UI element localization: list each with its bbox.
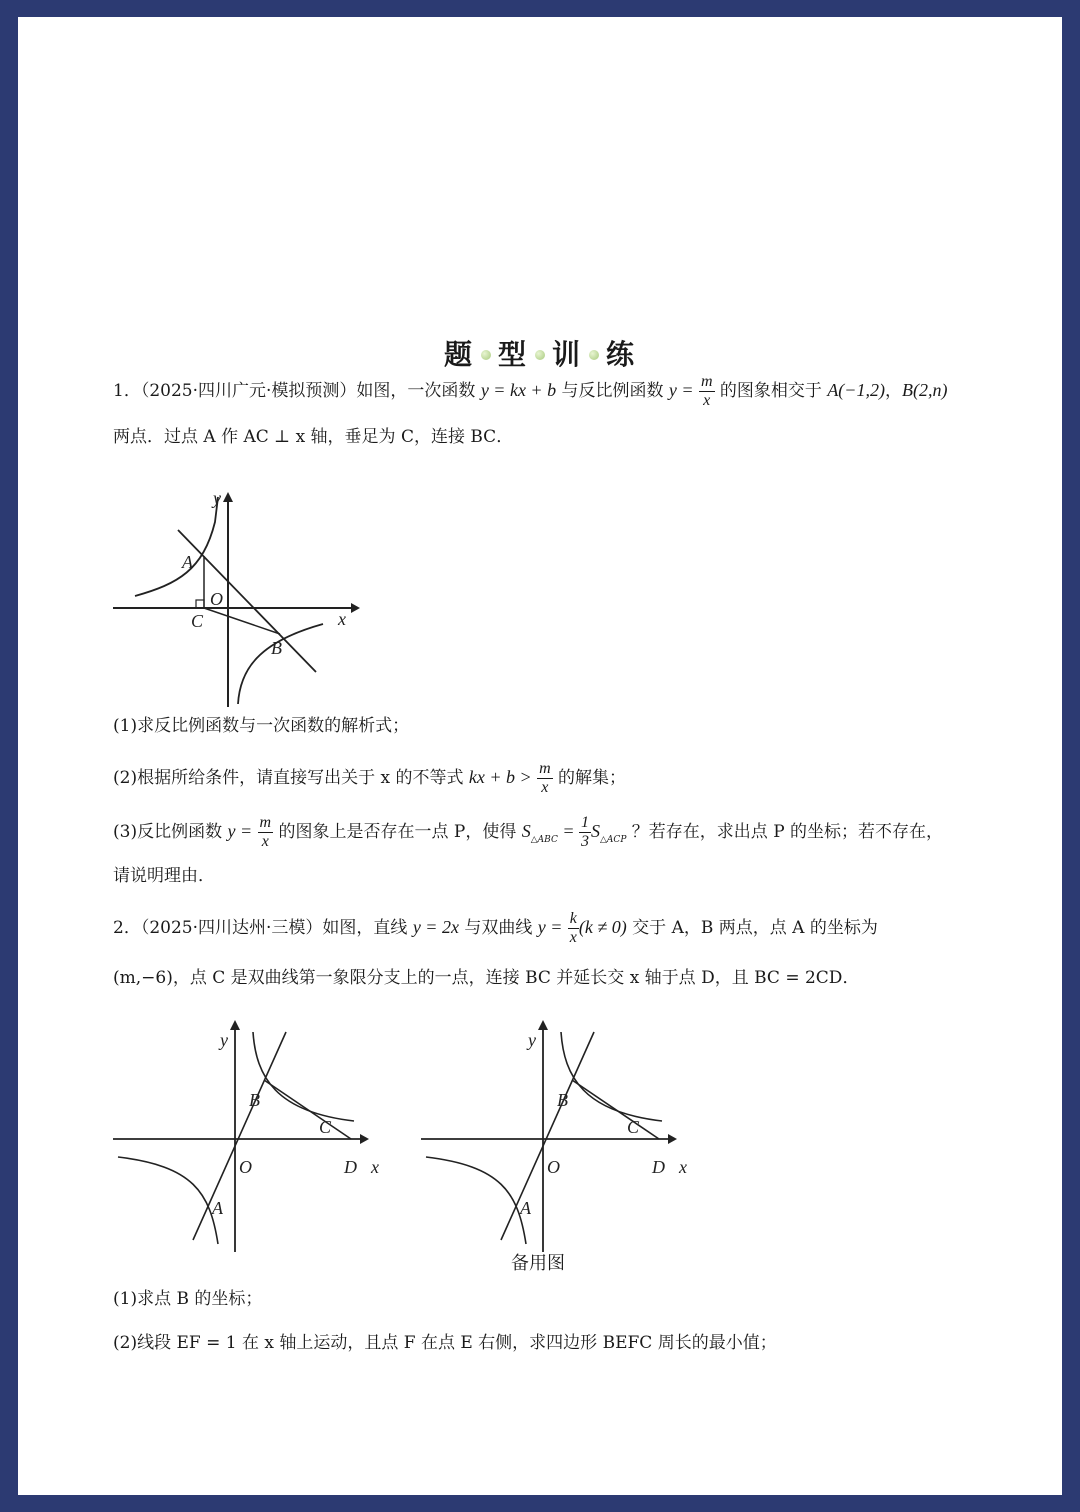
q1-frac-den: x bbox=[703, 392, 711, 409]
segment-bc bbox=[204, 608, 280, 634]
q2-text-b: 与双曲线 bbox=[464, 918, 533, 938]
q1-text-b: 与反比例函数 bbox=[561, 381, 664, 401]
q1-point-a: A(−1,2) bbox=[827, 380, 885, 400]
q1-line1 bbox=[113, 373, 982, 410]
label-o: O bbox=[210, 589, 223, 609]
q1-source: （2025·四川广元·模拟预测） bbox=[140, 381, 357, 401]
label-d: D bbox=[344, 1157, 357, 1177]
right-angle-mark bbox=[196, 600, 204, 608]
label-c: C bbox=[191, 611, 204, 631]
frac-num: m bbox=[539, 760, 551, 777]
title-char: 练 bbox=[606, 338, 637, 371]
q1-sub3-b: 的图象上是否存在一点 P，使得 bbox=[278, 822, 517, 842]
q1-sub3-c: ？若存在，求出点 P 的坐标；若不存在， bbox=[631, 822, 944, 842]
segment-bd bbox=[264, 1080, 351, 1139]
q1-sub2-eq: kx + b > bbox=[468, 767, 532, 787]
label-x: x bbox=[679, 1157, 687, 1177]
label-b: B bbox=[249, 1090, 260, 1110]
q1-sub3-y: y = bbox=[227, 821, 253, 841]
x-arrow-icon bbox=[668, 1134, 677, 1144]
q2-line1 bbox=[113, 910, 982, 947]
label-c: C bbox=[627, 1117, 640, 1137]
label-b: B bbox=[271, 638, 282, 658]
line-y-2x bbox=[501, 1032, 594, 1240]
label-o: O bbox=[239, 1157, 252, 1177]
y-arrow-icon bbox=[538, 1020, 548, 1030]
q2-backup-figure bbox=[416, 1012, 696, 1257]
s-acp-sub: △ACP bbox=[600, 835, 627, 845]
q2-fraction bbox=[568, 910, 579, 947]
hyperbola-branch-2nd bbox=[135, 497, 218, 596]
label-o: O bbox=[547, 1157, 560, 1177]
s-abc-sub: △ABC bbox=[530, 835, 558, 845]
q1-text-a: 如图，一次函数 bbox=[356, 381, 476, 401]
q1-sub2-a: (2)根据所给条件，请直接写出关于 x 的不等式 bbox=[113, 768, 464, 788]
q1-sub1: (1)求反比例函数与一次函数的解析式； bbox=[113, 716, 410, 736]
q1-line2: 两点．过点 A 作 AC ⊥ x 轴，垂足为 C，连接 BC． bbox=[113, 427, 514, 447]
label-b: B bbox=[557, 1090, 568, 1110]
s-acp: S bbox=[591, 821, 601, 841]
title-char: 型 bbox=[497, 338, 528, 371]
y-arrow-icon bbox=[230, 1020, 240, 1030]
worksheet-page bbox=[18, 17, 1062, 1495]
q1-fraction bbox=[699, 373, 715, 410]
line-ab bbox=[178, 530, 316, 672]
q1-text-c: 的图象相交于 bbox=[719, 381, 822, 401]
line-y-2x bbox=[193, 1032, 286, 1240]
label-a: A bbox=[520, 1198, 531, 1218]
q2-y-eq: y = bbox=[537, 917, 563, 937]
q2-number: 2． bbox=[113, 918, 141, 938]
q2-condition: (k ≠ 0) bbox=[578, 917, 627, 937]
third-num: 1 bbox=[581, 814, 590, 831]
q1-frac-num: m bbox=[700, 373, 713, 390]
q1-number: 1． bbox=[113, 381, 141, 401]
label-y: y bbox=[528, 1030, 536, 1050]
title-char: 题 bbox=[443, 338, 474, 371]
label-x: x bbox=[338, 609, 346, 629]
q1-sub2 bbox=[113, 760, 982, 797]
hyperbola-branch-3rd bbox=[426, 1157, 526, 1244]
frac-den: x bbox=[261, 833, 269, 850]
segment-bd bbox=[572, 1080, 659, 1139]
q2-text-a: 如图，直线 bbox=[322, 918, 408, 938]
q2-line-eq: y = 2x bbox=[412, 917, 459, 937]
title-dot bbox=[535, 350, 545, 360]
third-den: 3 bbox=[581, 833, 590, 850]
equals-sign: = bbox=[557, 821, 580, 841]
q2-figure bbox=[108, 1012, 388, 1257]
q1-linear-eq: y = kx + b bbox=[480, 380, 557, 400]
q2-text-c: 交于 A，B 两点，点 A 的坐标为 bbox=[632, 918, 878, 938]
label-x: x bbox=[371, 1157, 379, 1177]
label-a: A bbox=[212, 1198, 223, 1218]
q1-sub3-a: (3)反比例函数 bbox=[113, 822, 223, 842]
q2-frac-den: x bbox=[569, 929, 577, 946]
x-arrow-icon bbox=[351, 603, 360, 613]
q1-y-eq: y = bbox=[668, 380, 694, 400]
label-d: D bbox=[652, 1157, 665, 1177]
hyperbola-branch-3rd bbox=[118, 1157, 218, 1244]
label-a: A bbox=[182, 552, 193, 572]
q1-figure bbox=[108, 472, 368, 712]
q2-sub2: (2)线段 EF = 1 在 x 轴上运动，且点 F 在点 E 右侧，求四边形 BEFC 周长的最小值； bbox=[113, 1333, 777, 1353]
one-third bbox=[579, 814, 591, 851]
q1-sub3-fraction bbox=[258, 814, 274, 851]
q2-frac-num: k bbox=[569, 910, 577, 927]
q1-sep: ， bbox=[884, 381, 902, 401]
x-arrow-icon bbox=[360, 1134, 369, 1144]
title-dot bbox=[481, 350, 491, 360]
y-arrow-icon bbox=[223, 492, 233, 502]
s-abc: S bbox=[521, 821, 531, 841]
q1-sub2-b: 的解集； bbox=[558, 768, 627, 788]
q1-sub3-line2: 请说明理由． bbox=[113, 866, 215, 886]
backup-figure-caption: 备用图 bbox=[511, 1253, 565, 1274]
q1-point-b: B(2,n) bbox=[901, 380, 948, 400]
page-title bbox=[18, 333, 1062, 373]
label-c: C bbox=[319, 1117, 332, 1137]
q2-line2: (m,−6)，点 C 是双曲线第一象限分支上的一点，连接 BC 并延长交 x 轴于点 D，且 BC = 2CD． bbox=[113, 968, 860, 988]
q1-sub3 bbox=[113, 814, 982, 854]
q2-sub1: (1)求点 B 的坐标； bbox=[113, 1289, 263, 1309]
frac-den: x bbox=[541, 779, 549, 796]
frac-num: m bbox=[259, 814, 272, 831]
label-y: y bbox=[213, 488, 221, 508]
q1-sub2-fraction bbox=[537, 760, 553, 797]
label-y: y bbox=[220, 1030, 228, 1050]
title-char: 训 bbox=[552, 338, 583, 371]
title-dot bbox=[589, 350, 599, 360]
q2-source: （2025·四川达州·三模） bbox=[140, 918, 323, 938]
